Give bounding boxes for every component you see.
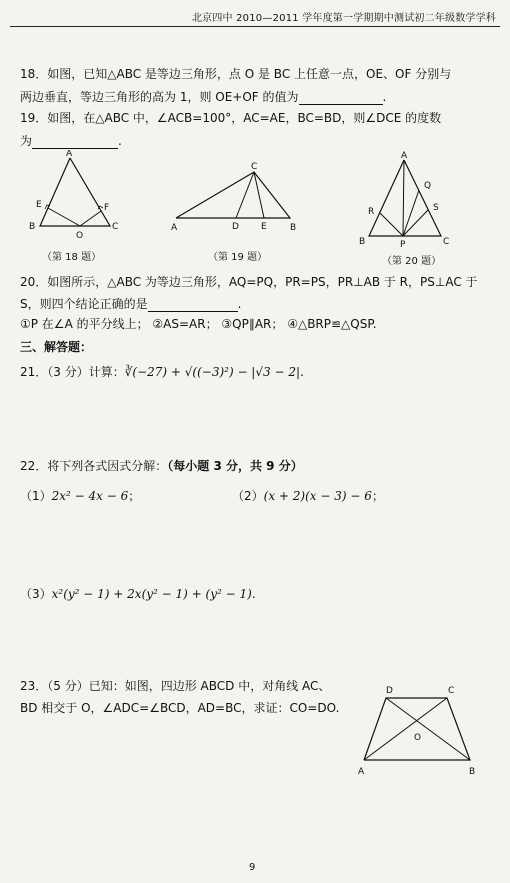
fig20-pq <box>403 190 419 236</box>
q22-part3-end: . <box>251 587 256 601</box>
fig20-label-q: Q <box>424 181 432 191</box>
fig20-label-c: C <box>443 237 450 247</box>
q21-label: 21．（3 分）计算： <box>20 365 125 379</box>
q22-part2 <box>232 488 384 504</box>
figure-20 <box>355 150 455 250</box>
figure-19 <box>168 158 308 234</box>
fig18-label-c: C <box>112 222 119 232</box>
q22-title-points: （每小题 3 分，共 9 分） <box>167 459 303 473</box>
fig23-quadrilateral <box>364 698 470 760</box>
q19-line2 <box>20 132 122 149</box>
q22-title-text: 22．将下列各式因式分解： <box>20 459 168 473</box>
q19-line2-text: 为 <box>20 134 33 148</box>
fig19-label-a: A <box>171 223 178 233</box>
q22-part1-expr: 2x² − 4x − 6 <box>51 489 129 503</box>
q18-line2-text: 两边垂直，等边三角形的高为 1，则 OE+OF 的值为 <box>20 90 299 104</box>
q22-part1 <box>20 488 140 504</box>
fig18-triangle <box>40 158 110 226</box>
q22-part3-label: （3） <box>20 587 52 601</box>
q22-part3 <box>20 586 256 602</box>
q20-line2-text: S，则四个结论正确的是 <box>20 297 148 311</box>
fig18-label-o: O <box>76 231 84 240</box>
fig18-oe <box>48 208 80 226</box>
fig20-ap <box>403 160 404 236</box>
fig19-triangle <box>176 172 290 218</box>
fig20-label-p: P <box>400 240 406 250</box>
q23-line2: BD 相交于 O，∠ADC=∠BCD，AD=BC，求证：CO=DO. <box>20 701 340 715</box>
q19-answer-blank <box>32 132 118 149</box>
fig23-diagonal-bd <box>386 698 470 760</box>
section-3-heading: 三、解答题： <box>20 340 93 354</box>
fig18-label-a: A <box>66 150 73 159</box>
fig19-cd <box>236 172 254 218</box>
figure-23 <box>352 682 492 782</box>
figure-18-caption: （第 18 题） <box>42 252 102 263</box>
fig20-pr <box>380 213 403 236</box>
fig20-triangle <box>369 160 441 236</box>
q20-end: . <box>237 297 242 311</box>
fig23-label-d: D <box>386 686 393 696</box>
fig23-diagonal-ac <box>364 698 447 760</box>
q22-part1-end: ； <box>128 489 141 503</box>
q18-line1: 18．如图，已知△ABC 是等边三角形，点 O 是 BC 上任意一点，OE、OF 分别与 <box>20 67 452 81</box>
q20-answer-blank <box>148 295 238 312</box>
fig20-label-r: R <box>368 207 375 217</box>
fig18-of <box>80 211 101 226</box>
page-number: 9 <box>249 862 256 873</box>
fig23-label-b: B <box>469 767 476 777</box>
fig20-label-a: A <box>401 151 408 161</box>
header-rule <box>10 26 500 27</box>
figure-20-caption: （第 20 题） <box>382 256 442 267</box>
page-header-title: 北京四中 2010—2011 学年度第一学期期中测试初二年级数学学科 <box>191 13 496 24</box>
q22-title <box>20 458 303 474</box>
q18-line2 <box>20 88 386 105</box>
q22-part2-label: （2） <box>232 489 264 503</box>
figure-19-caption: （第 19 题） <box>208 252 268 263</box>
q22-part3-expr: x²(y² − 1) + 2x(y² − 1) + (y² − 1) <box>51 587 252 601</box>
fig18-label-b: B <box>29 222 36 232</box>
fig23-label-c: C <box>448 686 455 696</box>
figure-18 <box>18 150 133 240</box>
fig18-label-e: E <box>36 200 42 210</box>
fig23-label-a: A <box>358 767 365 777</box>
fig18-label-f: F <box>104 203 110 213</box>
q20-options: ①P 在∠A 的平分线上； ②AS=AR； ③QP∥AR； ④△BRP≌△QSP. <box>20 317 377 331</box>
fig20-ps <box>403 210 428 236</box>
fig20-label-b: B <box>359 237 366 247</box>
q20-line1: 20．如图所示，△ABC 为等边三角形，AQ=PQ，PR=PS，PR⊥AB 于 R，PS⊥AC 于 <box>20 275 478 289</box>
fig19-label-c: C <box>251 162 258 172</box>
q21-expression: ∛(−27) + √((−3)²) − |√3 − 2| <box>124 365 300 379</box>
q18-answer-blank <box>299 88 383 105</box>
q18-end: . <box>382 90 387 104</box>
q23-line1: 23．（5 分）已知：如图，四边形 ABCD 中，对角线 AC、 <box>20 679 331 693</box>
q22-part2-end: ； <box>371 489 384 503</box>
q19-end: . <box>118 134 122 148</box>
q21-line <box>20 364 304 380</box>
q19-line1: 19．如图，在△ABC 中，∠ACB=100°，AC=AE，BC=BD，则∠DCE 的度数 <box>20 111 442 125</box>
q22-part1-label: （1） <box>20 489 52 503</box>
fig23-label-o: O <box>414 733 422 743</box>
fig19-label-e: E <box>261 222 267 232</box>
fig20-label-s: S <box>433 203 439 213</box>
fig19-label-b: B <box>290 223 297 233</box>
q22-part2-expr: (x + 2)(x − 3) − 6 <box>263 489 372 503</box>
fig19-label-d: D <box>232 222 239 232</box>
q20-line2 <box>20 295 241 312</box>
q21-end: . <box>300 365 304 379</box>
